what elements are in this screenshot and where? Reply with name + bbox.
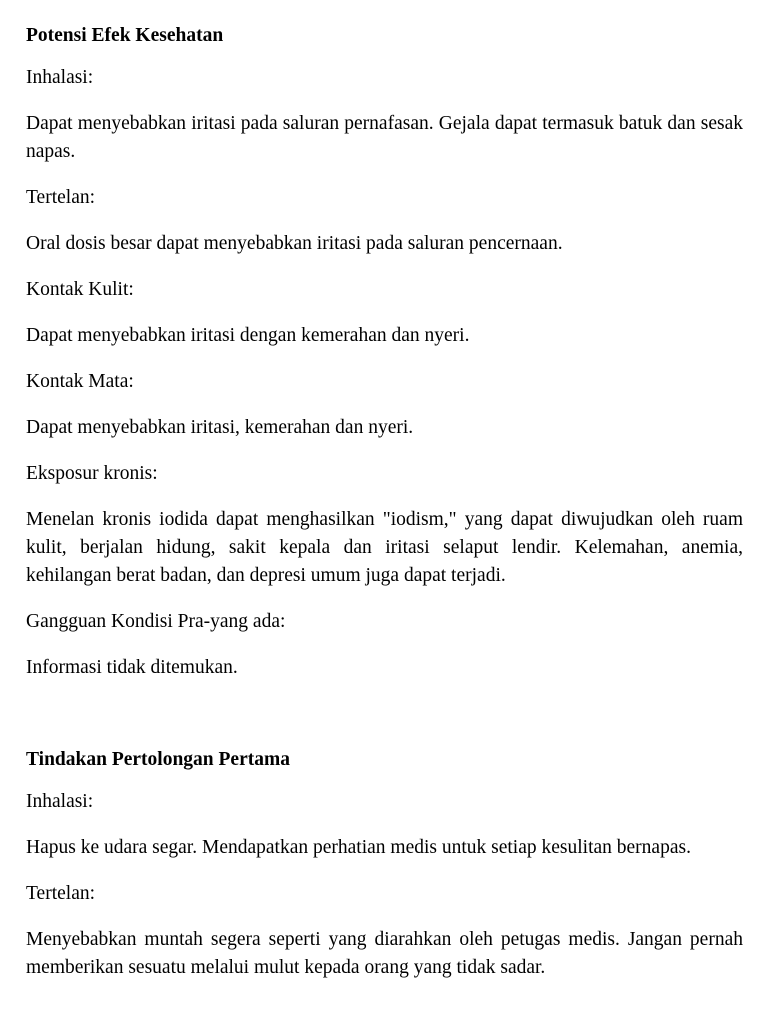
label-inhalation: Inhalasi: xyxy=(26,67,94,88)
section-spacer xyxy=(26,700,743,746)
text-first-aid-inhalation: Hapus ke udara segar. Mendapatkan perhatian medis untuk setiap kesulitan bernapas. xyxy=(26,837,691,858)
section-heading-health-effects: Potensi Efek Kesehatan xyxy=(26,25,224,46)
label-chronic-exposure: Eksposur kronis: xyxy=(26,463,158,484)
label-first-aid-ingestion: Tertelan: xyxy=(26,883,96,904)
text-inhalation: Dapat menyebabkan iritasi pada saluran pernafasan. Gejala dapat termasuk batuk dan sesak napas. xyxy=(26,113,743,162)
text-eye-contact: Dapat menyebabkan iritasi, kemerahan dan nyeri. xyxy=(26,417,414,438)
text-first-aid-ingestion: Menyebabkan muntah segera seperti yang diarahkan oleh petugas medis. Jangan pernah memberikan sesuatu melalui mulut kepada orang yang tidak sadar. xyxy=(26,929,743,978)
label-preexisting-conditions: Gangguan Kondisi Pra-yang ada: xyxy=(26,611,286,632)
section-heading-first-aid: Tindakan Pertolongan Pertama xyxy=(26,749,290,770)
label-first-aid-inhalation: Inhalasi: xyxy=(26,791,94,812)
text-preexisting-conditions: Informasi tidak ditemukan. xyxy=(26,657,238,678)
label-eye-contact: Kontak Mata: xyxy=(26,371,134,392)
text-ingestion: Oral dosis besar dapat menyebabkan iritasi pada saluran pencernaan. xyxy=(26,233,563,254)
text-skin-contact: Dapat menyebabkan iritasi dengan kemerahan dan nyeri. xyxy=(26,325,470,346)
text-chronic-exposure: Menelan kronis iodida dapat menghasilkan "iodism," yang dapat diwujudkan oleh ruam kulit, berjalan hidung, sakit kepala dan iritasi selaput lendir. Kelemahan, anemia, kehilangan berat badan, dan depresi umum juga dapat terjadi. xyxy=(26,509,743,586)
label-ingestion: Tertelan: xyxy=(26,187,96,208)
label-skin-contact: Kontak Kulit: xyxy=(26,279,134,300)
document-page xyxy=(26,22,743,1000)
